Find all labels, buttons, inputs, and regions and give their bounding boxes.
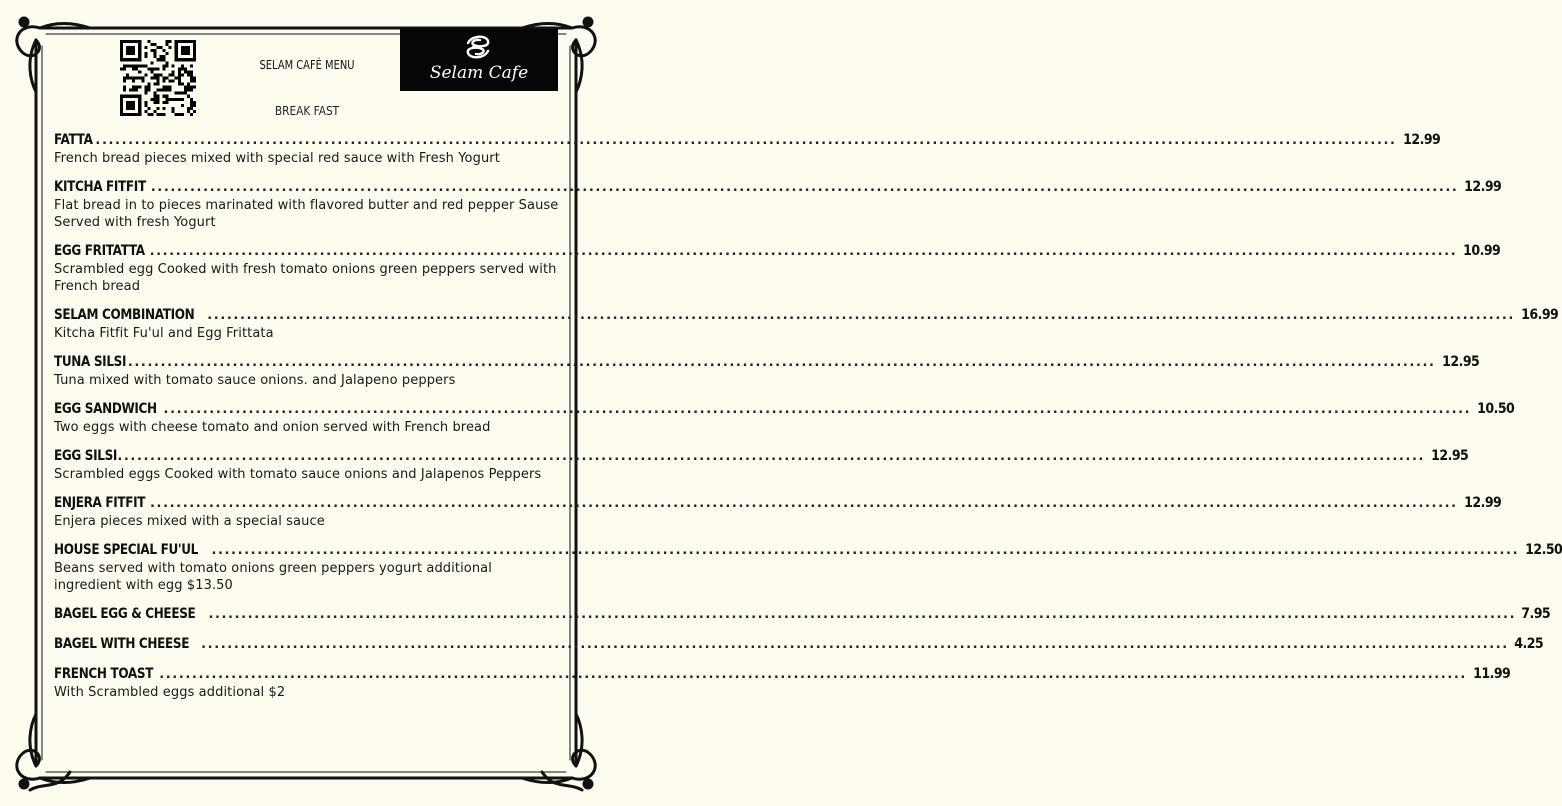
dot-leader: ........................................................................................................................................................................................................	[211, 543, 1520, 558]
dot-leader: ........................................................................................................................................................................................................	[159, 667, 1467, 682]
menu-item-price: 12.95	[1431, 448, 1469, 464]
menu-item-name: KITCHA FITFIT	[54, 179, 146, 195]
menu-item	[54, 401, 1515, 436]
menu-item-name: FATTA	[54, 132, 93, 148]
menu-item-name: BAGEL EGG & CHEESE	[54, 606, 196, 622]
dot-leader: ........................................................................................................................................................................................................	[208, 607, 1517, 622]
menu-item	[54, 243, 1501, 295]
menu-item	[54, 636, 1543, 654]
menu-items-list	[54, 132, 1562, 713]
menu-item-header	[54, 179, 1502, 197]
menu-item-description: Enjera pieces mixed with a special sauce	[54, 514, 325, 529]
menu-item	[54, 448, 1469, 483]
menu-item-price: 4.25	[1514, 636, 1543, 652]
menu-item-description: Flat bread in to pieces marinated with flavored butter and red pepper Sause Served with fresh Yogurt	[54, 198, 559, 230]
menu-item-price: 16.99	[1521, 307, 1559, 323]
menu-item-header	[54, 132, 1440, 150]
menu-item-header	[54, 307, 1559, 325]
menu-item-price: 12.99	[1463, 495, 1501, 511]
menu-item-description: Scrambled egg Cooked with fresh tomato onions green peppers served with French bread	[54, 262, 557, 294]
dot-leader: ........................................................................................................................................................................................................	[150, 180, 1459, 195]
menu-item-name: EGG SANDWICH	[54, 401, 157, 417]
menu-item-header	[54, 636, 1543, 654]
dot-leader: ........................................................................................................................................................................................................	[163, 402, 1472, 417]
menu-item-price: 12.95	[1441, 354, 1479, 370]
dot-leader: ........................................................................................................................................................................................................	[149, 244, 1458, 259]
menu-item	[54, 307, 1559, 342]
menu-item-name: FRENCH TOAST	[54, 666, 154, 682]
dot-leader: ........................................................................................................................................................................................................	[201, 637, 1509, 652]
dot-leader: ........................................................................................................................................................................................................	[207, 308, 1515, 323]
menu-item	[54, 666, 1511, 701]
menu-item-price: 10.99	[1463, 243, 1501, 259]
menu-item-price: 12.99	[1402, 132, 1440, 148]
menu-item-description: Beans served with tomato onions green peppers yogurt additional ingredient with egg $13.50	[54, 561, 492, 593]
menu-title: SELAM CAFÉ MENU	[259, 57, 355, 72]
dot-leader: ........................................................................................................................................................................................................	[88, 133, 1397, 148]
menu-item	[54, 606, 1551, 624]
menu-item-header	[54, 354, 1479, 372]
menu-item-name: ENJERA FITFIT	[54, 495, 146, 511]
menu-item-description: With Scrambled eggs additional $2	[54, 685, 286, 700]
menu-item	[54, 132, 1440, 167]
menu-item-name: SELAM COMBINATION	[54, 307, 195, 323]
menu-item-header	[54, 243, 1501, 261]
menu-item-description: Tuna mixed with tomato sauce onions. and Jalapeno peppers	[54, 373, 456, 388]
menu-item-header	[54, 448, 1469, 466]
menu-item-header	[54, 542, 1562, 560]
cafe-logo	[400, 29, 558, 91]
menu-item-price: 12.50	[1525, 542, 1562, 558]
menu-item-description: Two eggs with cheese tomato and onion served with French bread	[54, 420, 491, 435]
menu-item	[54, 542, 1562, 594]
menu-item-price: 12.99	[1464, 179, 1502, 195]
logo-text: Selam Cafe	[429, 63, 529, 83]
dot-leader: ........................................................................................................................................................................................................	[117, 449, 1426, 464]
menu-item-description: Kitcha Fitfit Fu'ul and Egg Frittata	[54, 326, 274, 341]
menu-item-header	[54, 495, 1501, 513]
menu-item-price: 7.95	[1521, 606, 1551, 622]
menu-item-description: Scrambled eggs Cooked with tomato sauce onions and Jalapenos Peppers	[54, 467, 542, 482]
menu-item	[54, 179, 1502, 231]
menu-item-name: HOUSE SPECIAL FU'UL	[54, 542, 198, 558]
menu-item-header	[54, 401, 1515, 419]
menu-item-name: BAGEL WITH CHEESE	[54, 636, 190, 652]
menu-item-price: 11.99	[1473, 666, 1511, 682]
menu-item-description: French bread pieces mixed with special red sauce with Fresh Yogurt	[54, 151, 500, 166]
qr-code[interactable]	[120, 40, 196, 116]
logo-swirl-icon	[460, 33, 496, 61]
menu-item	[54, 495, 1501, 530]
menu-item-name: EGG FRITATTA	[54, 243, 145, 259]
menu-item-header	[54, 666, 1511, 684]
section-title: BREAK FAST	[274, 104, 340, 118]
menu-item-header	[54, 606, 1551, 624]
menu-item-price: 10.50	[1477, 401, 1515, 417]
dot-leader: ........................................................................................................................................................................................................	[150, 496, 1458, 511]
menu-item	[54, 354, 1479, 389]
menu-item-name: EGG SILSI	[54, 448, 118, 464]
dot-leader: ........................................................................................................................................................................................................	[127, 355, 1436, 370]
menu-item-name: TUNA SILSI	[54, 354, 127, 370]
